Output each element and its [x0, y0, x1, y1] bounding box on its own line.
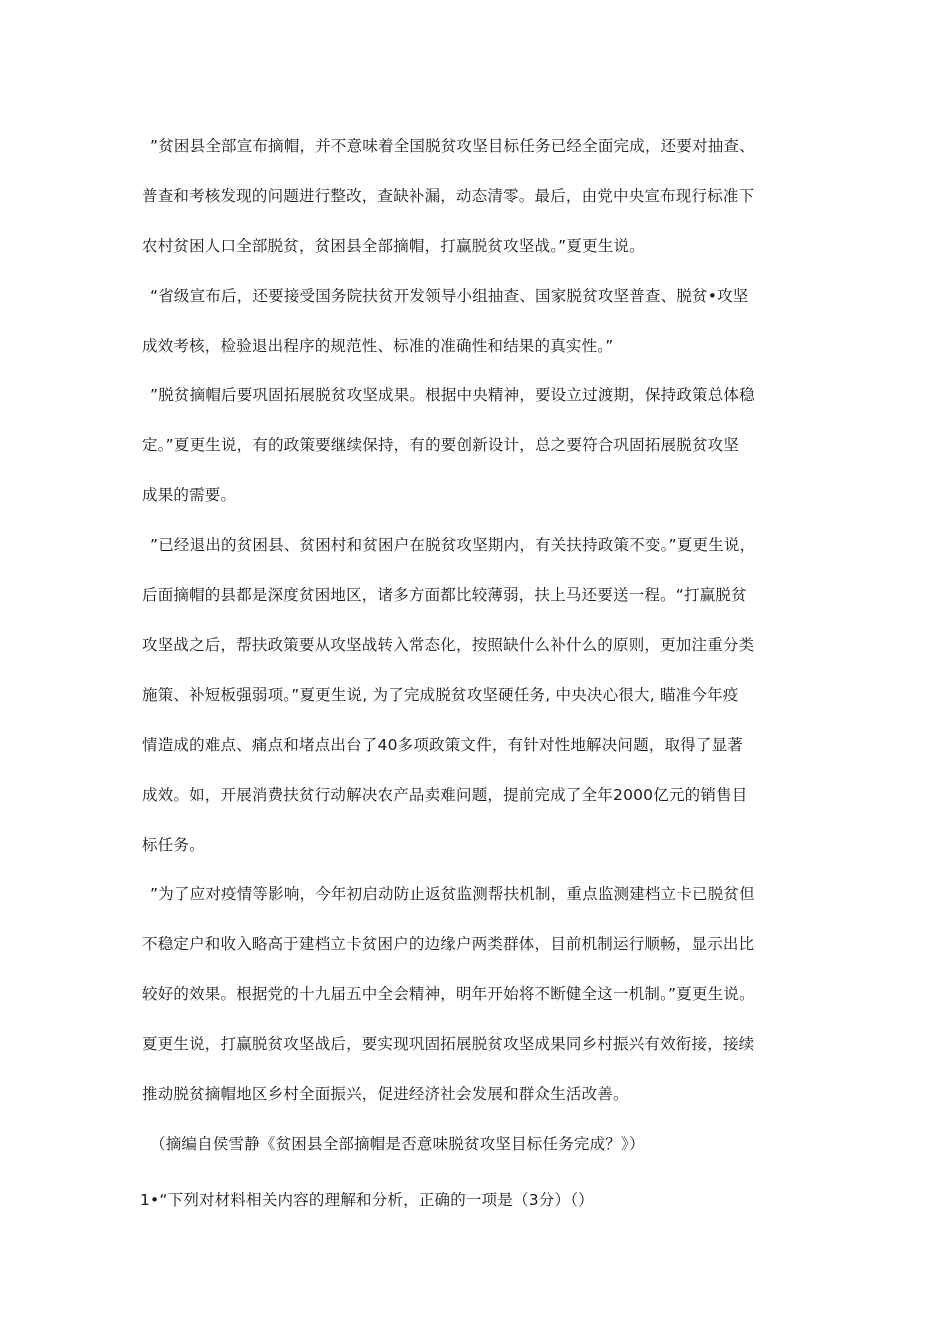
paragraph-line: “省级宣布后，还要接受国务院扶贫开发领导小组抽查、国家脱贫攻坚普查、脱贫•攻坚 — [150, 287, 749, 305]
paragraph-line: 成果的需要。 — [142, 486, 237, 504]
paragraph-line: ”已经退出的贫困县、贫困村和贫困户在脱贫攻坚期内，有关扶持政策不变。”夏更生说， — [150, 536, 756, 554]
paragraph-line: 情造成的难点、痛点和堵点出台了40多项政策文件，有针对性地解决问题，取得了显著 — [142, 736, 744, 754]
paragraph-line: ”为了应对疫情等影响，今年初启动防止返贫监测帮扶机制，重点监测建档立卡已脱贫但 — [150, 885, 755, 903]
question-text: 1•“下列对材料相关内容的理解和分析，正确的一项是（3分）（） — [140, 1191, 594, 1209]
paragraph-line: ”脱贫摘帽后要巩固拓展脱贫攻坚成果。根据中央精神，要设立过渡期，保持政策总体稳 — [150, 386, 755, 404]
source-citation: （摘编自侯雪静《贫困县全部摘帽是否意味脱贫攻坚目标任务完成？》） — [150, 1135, 645, 1153]
paragraph-line: 夏更生说，打赢脱贫攻坚战后，要实现巩固拓展脱贫攻坚成果同乡村振兴有效衔接，接续 — [142, 1035, 755, 1053]
paragraph-line: 成效。如，开展消费扶贫行动解决农产品卖难问题，提前完成了全年2000亿元的销售目 — [142, 786, 748, 804]
paragraph-line: 攻坚战之后，帮扶政策要从攻坚战转入常态化，按照缺什么补什么的原则，更加注重分类 — [142, 636, 755, 654]
paragraph-line: 不稳定户和收入略高于建档立卡贫困户的边缘户两类群体，目前机制运行顺畅，显示出比 — [142, 935, 755, 953]
paragraph-line: 定。”夏更生说，有的政策要继续保持，有的要创新设计，总之要符合巩固拓展脱贫攻坚 — [142, 436, 740, 454]
paragraph-line: ”贫困县全部宣布摘帽，并不意味着全国脱贫攻坚目标任务已经全面完成，还要对抽查、 — [150, 137, 755, 155]
paragraph-line: 推动脱贫摘帽地区乡村全面振兴，促进经济社会发展和群众生活改善。 — [142, 1085, 629, 1103]
paragraph-line: 农村贫困人口全部脱贫，贫困县全部摘帽，打赢脱贫攻坚战。”夏更生说。 — [142, 237, 645, 255]
paragraph-line: 成效考核，检验退出程序的规范性、标准的准确性和结果的真实性。” — [142, 337, 614, 355]
paragraph-line: 后面摘帽的县都是深度贫困地区，诸多方面都比较薄弱，扶上马还要送一程。“打赢脱贫 — [142, 586, 747, 604]
paragraph-line: 较好的效果。根据党的十九届五中全会精神，明年开始将不断健全这一机制。”夏更生说。 — [142, 985, 755, 1003]
paragraph-line: 标任务。 — [142, 836, 205, 854]
paragraph-line: 施策、补短板强弱项。”夏更生说, 为了完成脱贫攻坚硬任务, 中央决心很大, 瞄准今年疫 — [142, 686, 739, 704]
paragraph-line: 普查和考核发现的问题进行整改，查缺补漏，动态清零。最后，由党中央宣布现行标准下 — [142, 187, 755, 205]
